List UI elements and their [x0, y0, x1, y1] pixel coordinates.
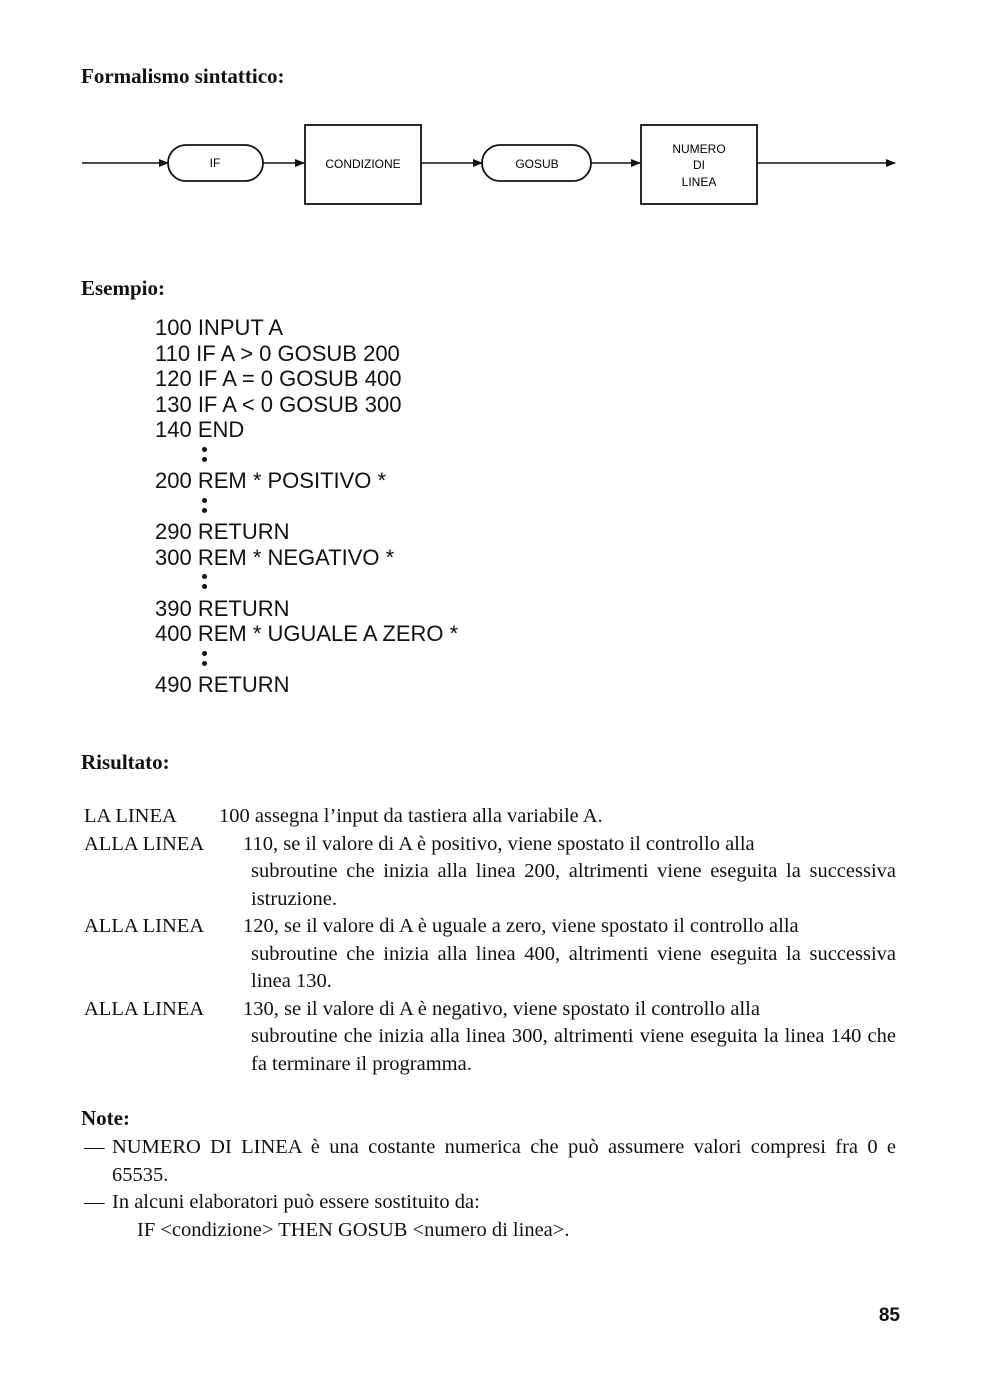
result-text: [243, 831, 896, 914]
if-label: IF: [209, 156, 221, 170]
result-label: ALLA LINEA: [84, 832, 205, 855]
note-text: In alcuni elaboratori può essere sostituito da:: [112, 1191, 480, 1213]
line-number-label-2: DI: [693, 158, 705, 172]
notes-heading: Note:: [81, 1106, 130, 1130]
result-item-130: [84, 996, 896, 1079]
syntax-diagram: [0, 115, 988, 215]
code-line-110: 110 IF A > 0 GOSUB 200: [155, 340, 400, 366]
line-number-label-3: LINEA: [681, 175, 717, 189]
result-text-first-line: 130, se il valore di A è negativo, viene spostato il controllo alla: [243, 997, 760, 1020]
result-text-first-line: 120, se il valore di A è uguale a zero, viene spostato il controllo alla: [243, 915, 799, 937]
syntax-heading: Formalismo sintattico:: [81, 64, 285, 88]
code-line-100: 100 INPUT A: [155, 315, 283, 340]
ellipsis-marker: [155, 570, 458, 596]
code-line-120: 120 IF A = 0 GOSUB 400: [155, 366, 402, 391]
result-text-continuation: subroutine che inizia alla linea 400, altrimenti viene eseguita la successiva linea 130.: [251, 942, 896, 992]
gosub-label: GOSUB: [515, 157, 559, 171]
code-line-400: 400 REM * UGUALE A ZERO *: [155, 621, 459, 646]
note-example: IF <condizione> THEN GOSUB <numero di linea>.: [137, 1218, 570, 1241]
ellipsis-marker: [155, 647, 458, 673]
result-text: [243, 996, 896, 1079]
code-line-140: 140 END: [155, 417, 245, 442]
result-label: LA LINEA: [84, 805, 177, 827]
code-line-130: 130 IF A < 0 GOSUB 300: [155, 391, 402, 417]
note-item: [84, 1134, 896, 1189]
result-text: [243, 913, 896, 996]
condition-label: CONDIZIONE: [325, 157, 401, 171]
code-line-490: 490 RETURN: [155, 672, 290, 697]
result-label: ALLA LINEA: [84, 997, 205, 1020]
note-dash: —: [84, 1191, 105, 1213]
ellipsis-marker: [155, 494, 458, 520]
result-text: 100 assegna l’input da tastiera alla variabile A.: [219, 805, 603, 827]
code-line-300: 300 REM * NEGATIVO *: [155, 544, 395, 570]
result-text-continuation: subroutine che inizia alla linea 200, altrimenti viene eseguita la successiva istruzione.: [251, 860, 896, 910]
note-item: [84, 1189, 896, 1217]
result-label: ALLA LINEA: [84, 915, 205, 937]
result-item-110: [84, 831, 896, 914]
code-line-290: 290 RETURN: [155, 519, 290, 544]
note-text: NUMERO DI LINEA è una costante numerica che può assumere valori compresi fra 0 e 65535.: [112, 1136, 896, 1186]
code-listing: [155, 315, 458, 698]
note-dash: —: [84, 1136, 105, 1158]
line-number-label-1: NUMERO: [672, 142, 726, 156]
result-text-continuation: subroutine che inizia alla linea 300, altrimenti viene eseguita la linea 140 che fa terminare il programma.: [251, 1025, 896, 1075]
example-heading: Esempio:: [81, 276, 165, 300]
result-heading: Risultato:: [81, 750, 170, 774]
result-item-120: [84, 913, 896, 996]
result-item-100: [84, 803, 896, 831]
code-line-200: 200 REM * POSITIVO *: [155, 468, 387, 493]
code-line-390: 390 RETURN: [155, 595, 290, 621]
ellipsis-marker: [155, 443, 458, 469]
result-explanation: [84, 803, 896, 1078]
result-text-first-line: 110, se il valore di A è positivo, viene spostato il controllo alla: [243, 832, 755, 855]
page-number: 85: [878, 1305, 900, 1326]
notes-list: [84, 1134, 896, 1244]
